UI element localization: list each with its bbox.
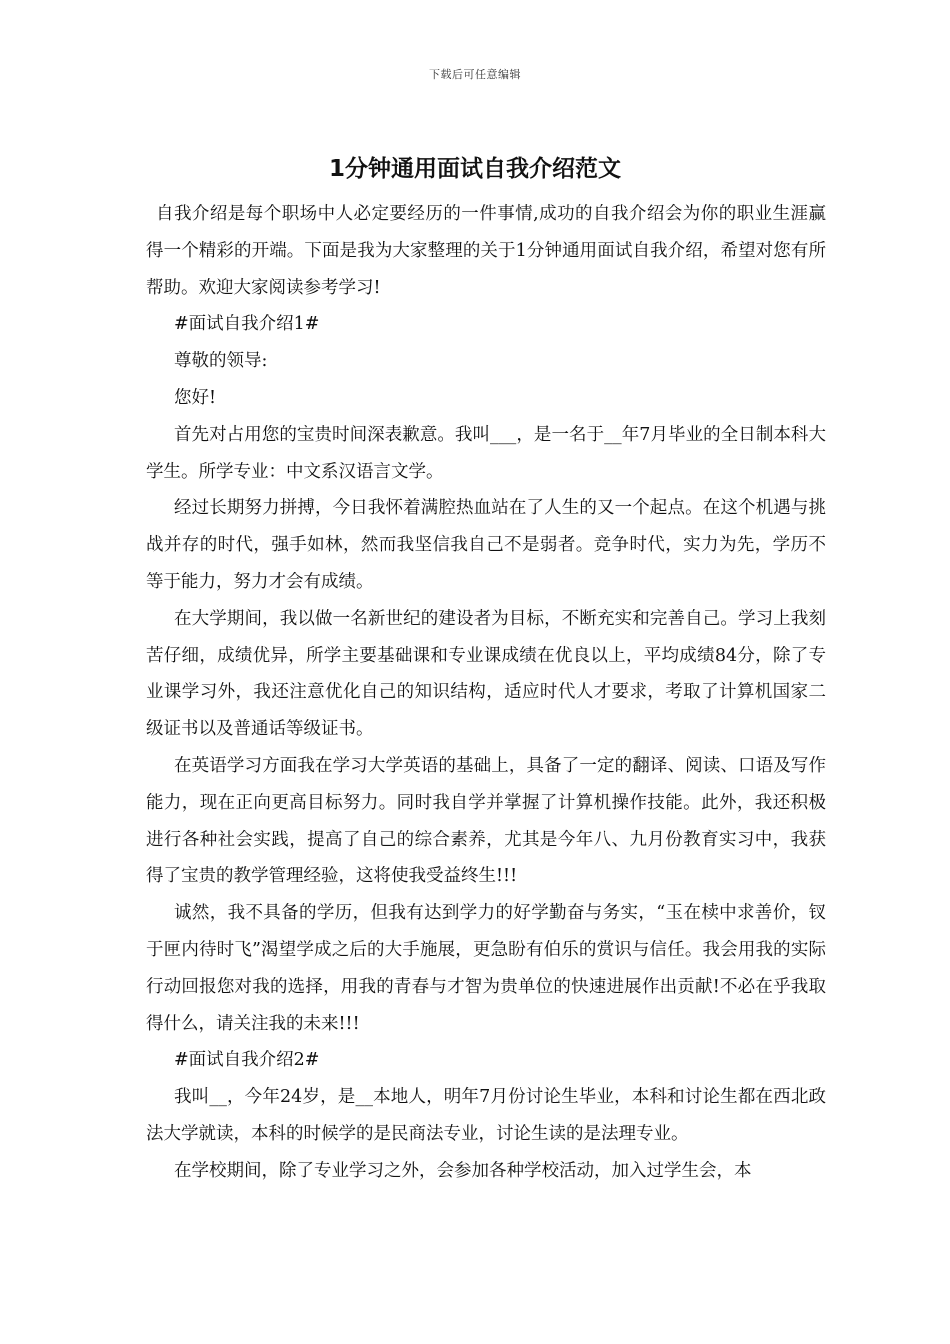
page-header-note: 下载后可任意编辑: [429, 68, 521, 81]
greeting: 您好!: [174, 387, 217, 408]
body-paragraph: 在英语学习方面我在学习大学英语的基础上，具备了一定的翻译、阅读、口语及写作能力，现在正向更高目标努力。同时我自学并掌握了计算机操作技能。此外，我还积极进行各种社会实践，提高了自己的综合素养，尤其是今年八、九月份教育实习中，我获得了宝贵的教学管理经验，这将使我受益终生!!!: [146, 755, 826, 887]
body-paragraph: 首先对占用您的宝贵时间深表歉意。我叫___，是一名于__年7月毕业的全日制本科大学生。所学专业：中文系汉语言文学。: [146, 424, 826, 482]
body-paragraph: 在学校期间，除了专业学习之外，会参加各种学校活动，加入过学生会，本: [174, 1160, 752, 1181]
section-heading-2: #面试自我介绍2#: [174, 1050, 320, 1071]
salutation: 尊敬的领导:: [174, 351, 268, 372]
body-paragraph: 诚然，我不具备的学历，但我有达到学力的好学勤奋与务实，“玉在椟中求善价，钗于匣内待时飞”渴望学成之后的大手施展，更急盼有伯乐的赏识与信任。我会用我的实际行动回报您对我的选择，用我的青春与才智为贵单位的快速进展作出贡献!不必在乎我取得什么，请关注我的未来!!!: [146, 903, 826, 1034]
document-title: 1分钟通用面试自我介绍范文: [328, 156, 621, 182]
body-paragraph: 在大学期间，我以做一名新世纪的建设者为目标，不断充实和完善自己。学习上我刻苦仔细，成绩优异，所学主要基础课和专业课成绩在优良以上，平均成绩84分，除了专业课学习外，我还注意优化自己的知识结构，适应时代人才要求，考取了计算机国家二级证书以及普通话等级证书。: [146, 608, 826, 740]
body-paragraph: 经过长期努力拼搏，今日我怀着满腔热血站在了人生的又一个起点。在这个机遇与挑战并存的时代，强手如林，然而我坚信我自己不是弱者。竞争时代，实力为先，学历不等于能力，努力才会有成绩。: [146, 498, 826, 592]
document-body: [146, 196, 826, 1190]
section-heading-1: #面试自我介绍1#: [174, 314, 320, 335]
intro-paragraph: 自我介绍是每个职场中人必定要经历的一件事情,成功的自我介绍会为你的职业生涯赢得一个精彩的开端。下面是我为大家整理的关于1分钟通用面试自我介绍，希望对您有所帮助。欢迎大家阅读参考学习!: [146, 204, 826, 298]
body-paragraph: 我叫__，今年24岁，是__本地人，明年7月份讨论生毕业，本科和讨论生都在西北政法大学就读，本科的时候学的是民商法专业，讨论生读的是法理专业。: [146, 1087, 826, 1144]
